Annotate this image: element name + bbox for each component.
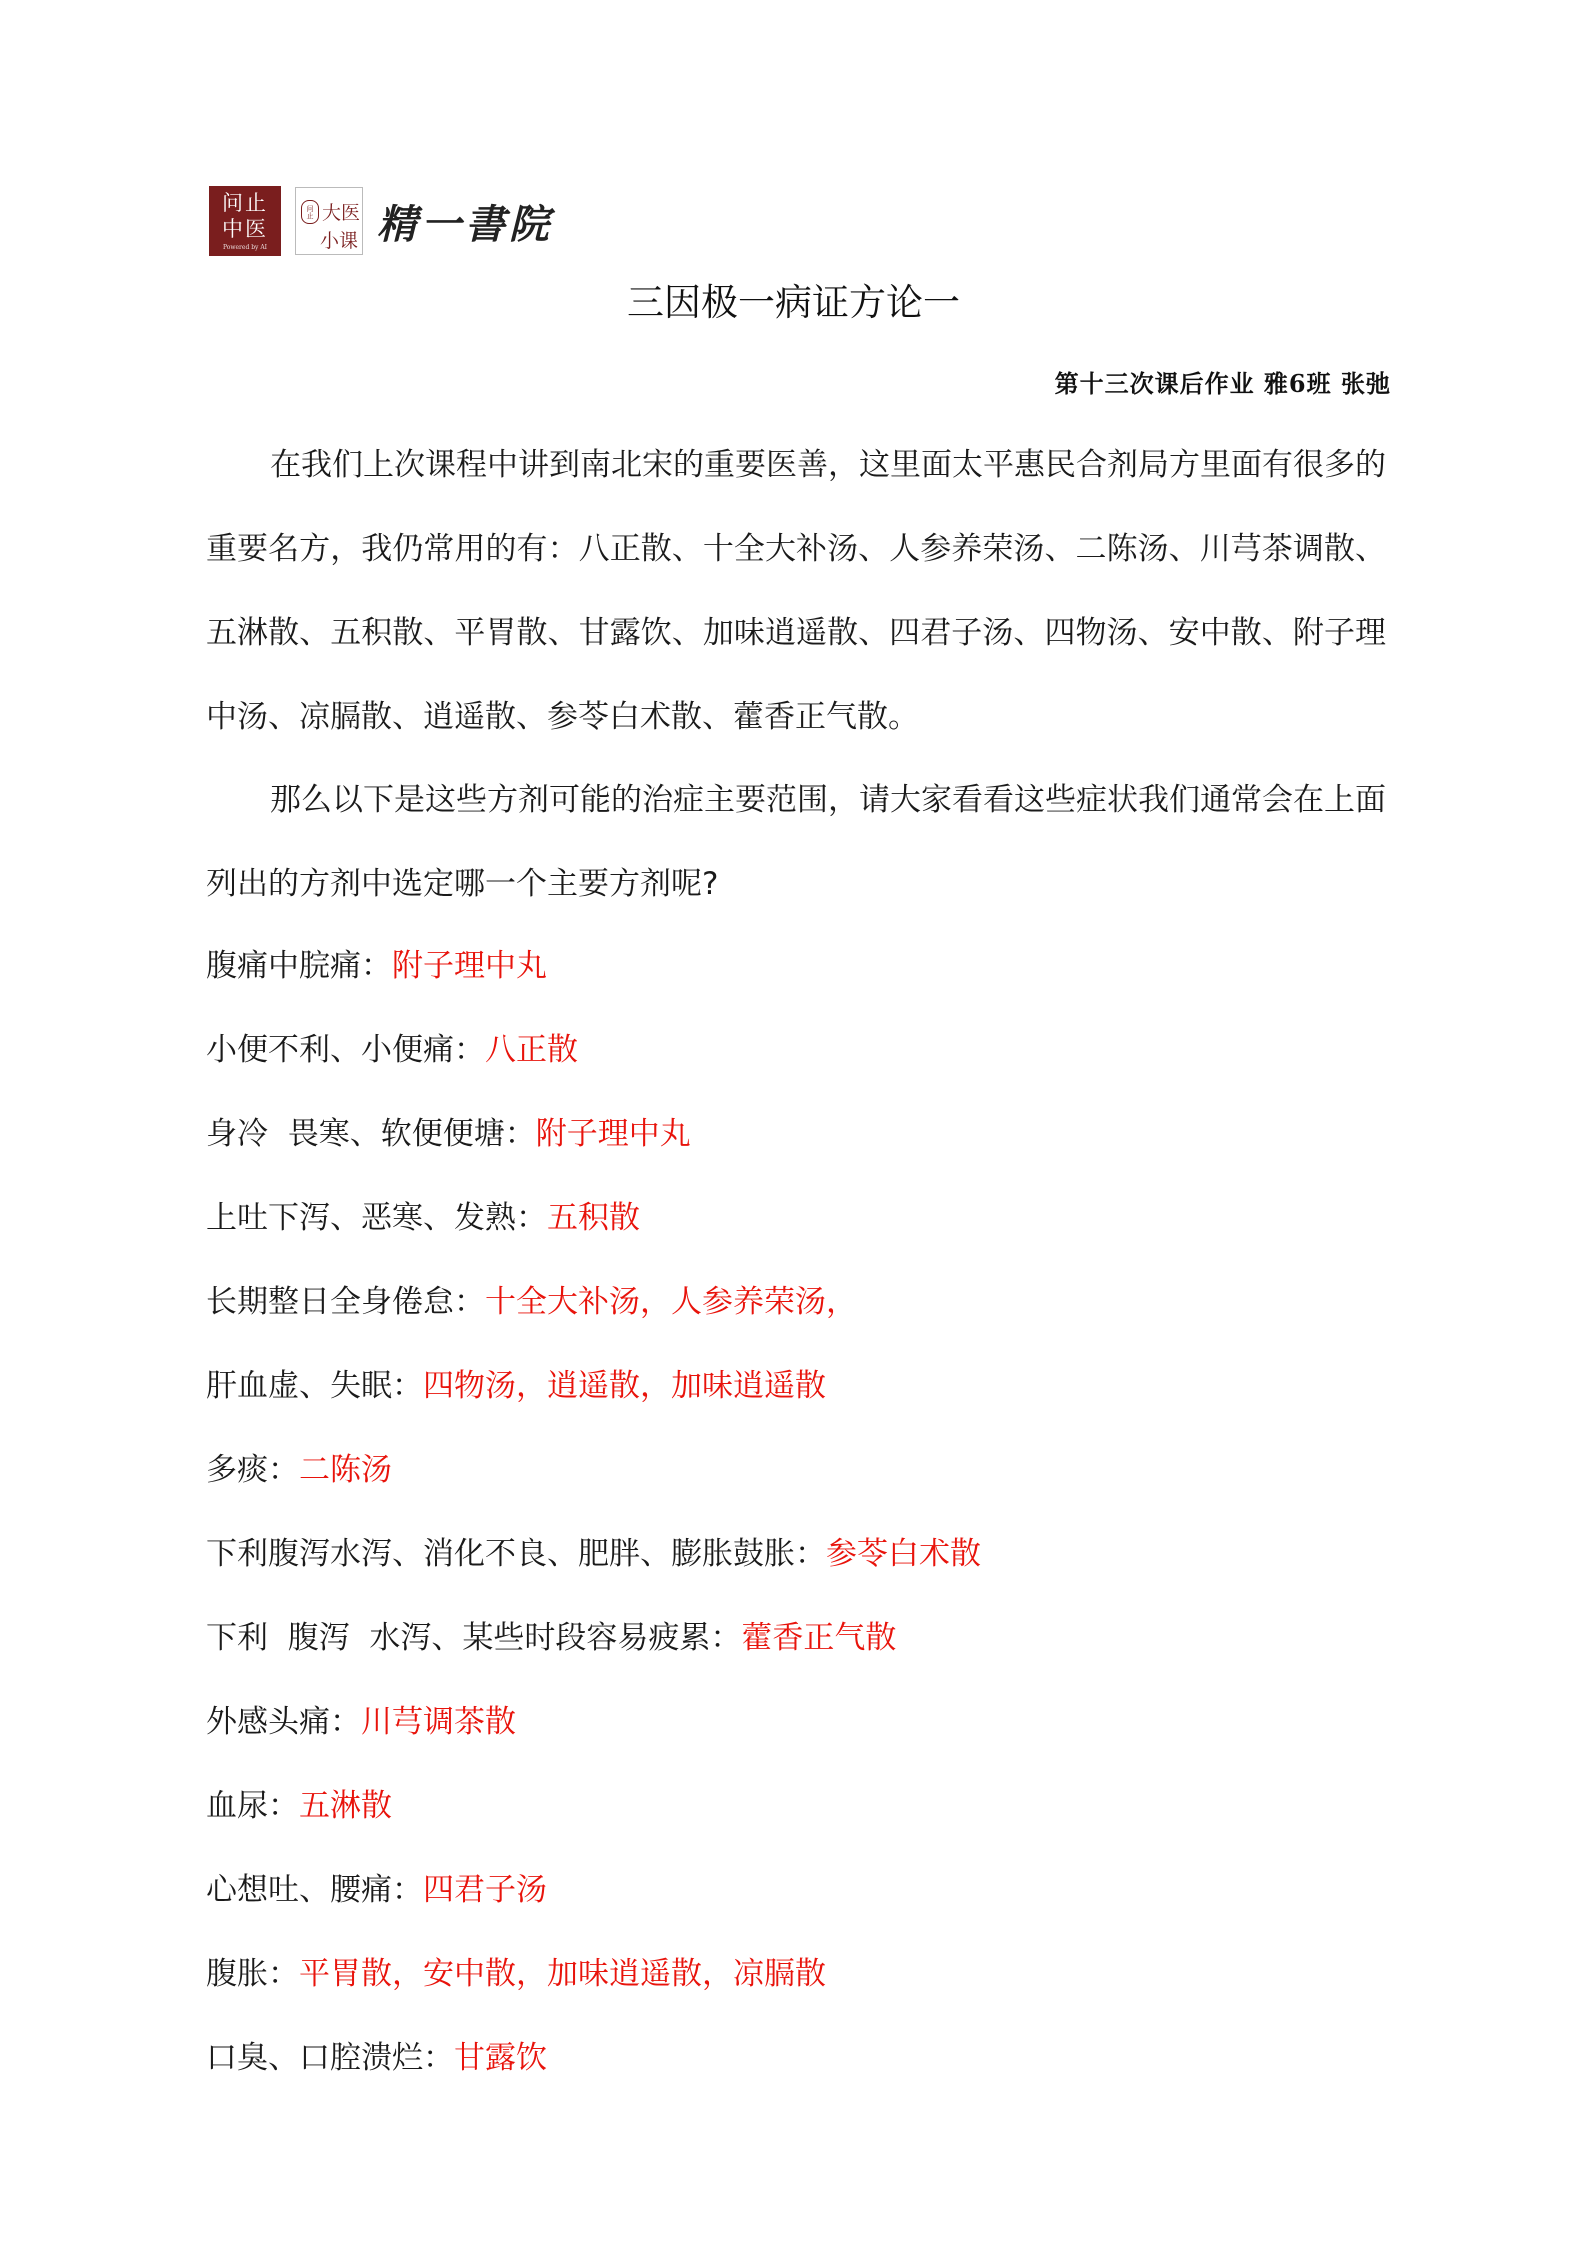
symptom: 血尿： [206, 1788, 299, 1824]
symptom: 长期整日全身倦怠： [206, 1284, 485, 1320]
formula-answer: 五淋散 [299, 1788, 392, 1824]
qa-row [206, 1932, 1386, 2016]
formula-answer: 四物汤，逍遥散，加味逍遥散 [423, 1368, 826, 1404]
qa-row [206, 1848, 1386, 1932]
wenzhi-logo-line1: 问止 [222, 191, 268, 215]
qa-row [206, 1596, 1386, 1680]
page-title: 三因极一病证方论一 [627, 281, 960, 324]
symptom: 心想吐、腰痛： [206, 1872, 423, 1908]
question-paragraph: 那么以下是这些方剂可能的治症主要范围，请大家看看这些症状我们通常会在上面列出的方剂中选定哪一个主要方剂呢? [206, 782, 1386, 902]
qa-row [206, 1512, 1386, 1596]
dayi-line2: 小课 [320, 230, 359, 252]
dayi-seal: 问止 [301, 200, 319, 224]
formula-answer: 川芎调茶散 [361, 1704, 516, 1740]
qa-row [206, 1344, 1386, 1428]
wenzhi-logo-line2: 中医 [222, 217, 268, 241]
formula-answer: 五积散 [547, 1200, 640, 1236]
formula-answer: 平胃散，安中散，加味逍遥散，凉膈散 [299, 1956, 826, 1992]
symptom: 肝血虚、失眠： [206, 1368, 423, 1404]
qa-row [206, 924, 1386, 1008]
symptom: 腹胀： [206, 1956, 299, 1992]
formula-answer: 藿香正气散 [741, 1620, 897, 1656]
qa-row [206, 1008, 1386, 1092]
symptom: 下利 腹泻 水泻、某些时段容易疲累： [206, 1620, 742, 1656]
logo-bar [209, 186, 553, 256]
symptom: 腹痛中脘痛： [206, 948, 392, 984]
formula-answer: 甘露饮 [454, 2040, 547, 2076]
symptom: 小便不利、小便痛： [206, 1032, 485, 1068]
qa-row [206, 1680, 1386, 1764]
symptom: 上吐下泻、恶寒、发熟： [206, 1200, 547, 1236]
wenzhi-logo-sub: Powered by AI [222, 244, 268, 251]
wenzhi-logo [209, 186, 281, 256]
formula-answer: 十全大补汤，人参养荣汤， [485, 1284, 857, 1320]
formula-answer: 四君子汤 [423, 1872, 547, 1908]
qa-row [206, 1428, 1386, 1512]
symptom: 外感头痛： [206, 1704, 361, 1740]
symptom: 多痰： [206, 1452, 299, 1488]
jingyi-shuyuan-logo: 精一書院 [377, 200, 553, 248]
page-subtitle: 第十三次课后作业 雅6班 张弛 [1054, 369, 1391, 398]
formula-answer: 附子理中丸 [535, 1116, 691, 1152]
dayi-line1: 大医 [322, 202, 361, 224]
formula-answer: 附子理中丸 [392, 948, 547, 984]
symptom: 下利腹泻水泻、消化不良、肥胖、膨胀鼓胀： [206, 1536, 826, 1572]
formula-answer: 二陈汤 [299, 1452, 392, 1488]
qa-row [206, 2016, 1386, 2100]
qa-row [206, 1764, 1386, 1848]
dayi-xiaoke-logo [295, 187, 363, 255]
intro-paragraph: 在我们上次课程中讲到南北宋的重要医善，这里面太平惠民合剂局方里面有很多的重要名方，我仍常用的有：八正散、十全大补汤、人参养荣汤、二陈汤、川芎茶调散、五淋散、五积散、平胃散、甘露饮、加味逍遥散、四君子汤、四物汤、安中散、附子理中汤、凉膈散、逍遥散、参苓白术散、藿香正气散。 [206, 447, 1386, 735]
qa-list [206, 924, 1386, 2100]
qa-row [206, 1260, 1386, 1344]
symptom: 身冷 畏寒、软便便塘： [206, 1116, 536, 1152]
symptom: 口臭、口腔溃烂： [206, 2040, 454, 2076]
qa-row [206, 1092, 1386, 1176]
formula-answer: 八正散 [485, 1032, 578, 1068]
formula-answer: 参苓白术散 [826, 1536, 981, 1572]
qa-row [206, 1176, 1386, 1260]
